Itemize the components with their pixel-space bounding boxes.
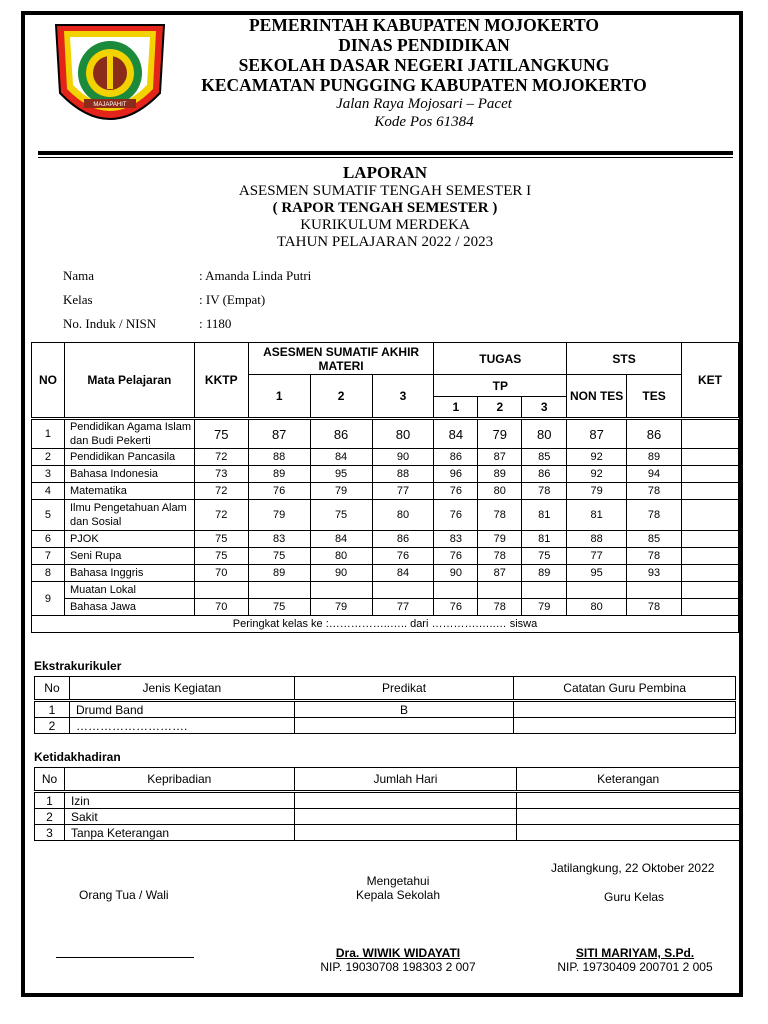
cell-assessment-2: 86 [310, 419, 372, 449]
cell-assessment-2: 84 [310, 449, 372, 466]
cell-kktp: 72 [194, 449, 248, 466]
cell-tp-1: 76 [434, 548, 478, 565]
cell-assessment-3: 90 [372, 449, 434, 466]
student-class-label: Kelas [63, 292, 93, 307]
cell-kktp: 70 [194, 599, 248, 616]
teacher-name: SITI MARIYAM, S.Pd. [575, 946, 695, 960]
col-assessment-2: 2 [310, 375, 372, 419]
cell-remarks [682, 565, 739, 582]
cell-subject: Pendidikan Pancasila [64, 449, 194, 466]
cell-test: 93 [627, 565, 682, 582]
cell-assessment-1: 89 [248, 565, 310, 582]
title-assessment: ASESMEN SUMATIF TENGAH SEMESTER I [238, 183, 532, 199]
cell-tp-1: 90 [434, 565, 478, 582]
cell-non-test: 77 [567, 548, 627, 565]
cell-kktp: 75 [194, 419, 248, 449]
principal-name: Dra. WIWIK WIDAYATI [335, 946, 461, 960]
cell-test: 94 [627, 466, 682, 483]
cell-no: 1 [35, 701, 70, 718]
cell-assessment-3: 77 [372, 483, 434, 500]
cell-assessment-3: 84 [372, 565, 434, 582]
cell-subject: Bahasa Inggris [64, 565, 194, 582]
letterhead-line-3: SEKOLAH DASAR NEGERI JATILANGKUNG [238, 55, 610, 75]
cell-remarks [682, 483, 739, 500]
cell-assessment-1: 88 [248, 449, 310, 466]
cell-no: 3 [35, 825, 65, 841]
cell-kktp: 72 [194, 483, 248, 500]
cell-tp-3: 80 [522, 419, 567, 449]
table-row [32, 548, 739, 565]
cell-subject: Muatan Lokal [64, 582, 194, 599]
col-coach-note: Catatan Guru Pembina [514, 677, 736, 701]
title-midterm: ( RAPOR TENGAH SEMESTER ) [272, 200, 498, 216]
cell-assessment-1: 79 [248, 500, 310, 531]
col-no: No [35, 768, 65, 792]
cell-test: 78 [627, 500, 682, 531]
cell-non-test: 88 [567, 531, 627, 548]
col-assessment-1: 1 [248, 375, 310, 419]
cell-non-test: 87 [567, 419, 627, 449]
cell-no: 6 [32, 531, 65, 548]
teacher-title: Guru Kelas [604, 890, 665, 904]
cell-assessment-3: 80 [372, 419, 434, 449]
table-row [32, 531, 739, 548]
cell-type: Izin [64, 792, 294, 809]
title-curriculum: KURIKULUM MERDEKA [300, 217, 470, 233]
student-class-row [63, 292, 266, 308]
col-tp: TP [434, 375, 567, 397]
cell-no: 9 [32, 582, 65, 616]
table-row [32, 449, 739, 466]
cell-assessment-2: 79 [310, 599, 372, 616]
col-tp-1: 1 [434, 397, 478, 419]
cell-activity: ………………………. [69, 718, 294, 734]
cell-tp-3: 78 [522, 483, 567, 500]
acknowledge-label: Mengetahui Kepala Sekolah [330, 874, 466, 902]
cell-tp-2: 80 [478, 483, 522, 500]
extracurricular-label: Ekstrakurikuler [34, 659, 122, 673]
cell-tp-3: 81 [522, 500, 567, 531]
cell-no: 2 [32, 449, 65, 466]
cell-no: 8 [32, 565, 65, 582]
cell-kktp: 70 [194, 565, 248, 582]
cell-assessment-2: 79 [310, 483, 372, 500]
student-name-label: Nama [63, 268, 95, 283]
cell-no: 2 [35, 718, 70, 734]
col-assessment-3: 3 [372, 375, 434, 419]
cell-test: 85 [627, 531, 682, 548]
col-assignment: TUGAS [434, 343, 567, 375]
cell-assessment-1: 75 [248, 548, 310, 565]
cell-non-test: 92 [567, 466, 627, 483]
cell-tp-1: 83 [434, 531, 478, 548]
cell-test: 86 [627, 419, 682, 449]
letterhead-address: Jalan Raya Mojosari – Pacet [336, 96, 512, 112]
cell-assessment-1: 76 [248, 483, 310, 500]
cell-non-test: 92 [567, 449, 627, 466]
svg-text:MAJAPAHIT: MAJAPAHIT [93, 102, 127, 108]
col-sts: STS [567, 343, 682, 375]
cell-non-test: 81 [567, 500, 627, 531]
cell-assessment-2: 90 [310, 565, 372, 582]
parent-label: Orang Tua / Wali [79, 888, 169, 902]
cell-kktp: 75 [194, 548, 248, 565]
extracurricular-table [34, 676, 736, 734]
cell-assessment-2: 75 [310, 500, 372, 531]
student-class-value: : IV (Empat) [199, 292, 266, 307]
cell-activity: Drumd Band [69, 701, 294, 718]
cell-assessment-3: 86 [372, 531, 434, 548]
col-non-test: NON TES [567, 375, 627, 419]
cell-no: 5 [32, 500, 65, 531]
table-row [35, 809, 740, 825]
header-rule-thin [38, 157, 733, 158]
absence-label: Ketidakhadiran [34, 750, 121, 764]
cell-tp-3: 85 [522, 449, 567, 466]
cell-remarks [682, 599, 739, 616]
table-row [35, 792, 740, 809]
cell-predicate: B [294, 701, 514, 718]
table-row [32, 599, 739, 616]
cell-remarks [682, 466, 739, 483]
table-row [32, 582, 739, 599]
teacher-nip: NIP. 19730409 200701 2 005 [557, 960, 713, 974]
cell-tp-3: 75 [522, 548, 567, 565]
cell-tp-1: 76 [434, 483, 478, 500]
letterhead-line-4: KECAMATAN PUNGGING KABUPATEN MOJOKERTO [201, 75, 647, 95]
teacher-signature [545, 946, 725, 974]
table-row [32, 500, 739, 531]
cell-non-test: 79 [567, 483, 627, 500]
cell-tp-3: 86 [522, 466, 567, 483]
cell-assessment-3: 88 [372, 466, 434, 483]
col-predicate: Predikat [294, 677, 514, 701]
cell-remarks [682, 449, 739, 466]
student-nisn-label: No. Induk / NISN [63, 316, 157, 331]
table-row [32, 466, 739, 483]
col-subject: Mata Pelajaran [64, 343, 194, 419]
cell-tp-2: 78 [478, 599, 522, 616]
table-row [35, 701, 736, 718]
cell-no: 4 [32, 483, 65, 500]
cell-coach-note [514, 701, 736, 718]
table-row [32, 419, 739, 449]
cell-no: 2 [35, 809, 65, 825]
col-personality: Kepribadian [64, 768, 294, 792]
cell-test: 78 [627, 548, 682, 565]
principal-title: Kepala Sekolah [355, 888, 441, 902]
cell-tp-3: 79 [522, 599, 567, 616]
cell-tp-2: 79 [478, 419, 522, 449]
cell-type: Tanpa Keterangan [64, 825, 294, 841]
col-information: Keterangan [517, 768, 740, 792]
cell-remarks [682, 500, 739, 531]
cell-tp-3: 81 [522, 531, 567, 548]
student-name-row [63, 268, 312, 284]
cell-no: 1 [32, 419, 65, 449]
cell-kktp: 73 [194, 466, 248, 483]
cell-assessment-2: 84 [310, 531, 372, 548]
cell-type: Sakit [64, 809, 294, 825]
cell-assessment-2: 95 [310, 466, 372, 483]
parent-signature-line [56, 957, 194, 958]
cell-tp-2: 79 [478, 531, 522, 548]
col-no: NO [32, 343, 65, 419]
cell-tp-2: 87 [478, 565, 522, 582]
col-tp-3: 3 [522, 397, 567, 419]
principal-nip: NIP. 19030708 198303 2 007 [320, 960, 476, 974]
cell-kktp: 72 [194, 500, 248, 531]
cell-tp-1: 96 [434, 466, 478, 483]
letterhead-line-2: DINAS PENDIDIKAN [338, 35, 510, 55]
letterhead-line-1: PEMERINTAH KABUPATEN MOJOKERTO [248, 15, 600, 35]
cell-assessment-1: 87 [248, 419, 310, 449]
regency-logo [50, 15, 170, 140]
letterhead [186, 15, 662, 131]
cell-subject: Ilmu Pengetahuan Alam dan Sosial [64, 500, 194, 531]
cell-non-test: 95 [567, 565, 627, 582]
col-kktp: KKTP [194, 343, 248, 419]
col-remarks: KET [682, 343, 739, 419]
cell-assessment-1: 75 [248, 599, 310, 616]
cell-remarks [682, 548, 739, 565]
header-rule-thick [38, 151, 733, 155]
cell-subject: PJOK [64, 531, 194, 548]
cell-predicate [294, 718, 514, 734]
cell-non-test: 80 [567, 599, 627, 616]
col-days: Jumlah Hari [294, 768, 517, 792]
cell-test: 78 [627, 599, 682, 616]
cell-tp-1: 86 [434, 449, 478, 466]
student-name-value: : Amanda Linda Putri [199, 268, 312, 283]
cell-subject: Bahasa Jawa [64, 599, 194, 616]
cell-remarks [682, 419, 739, 449]
cell-subject: Matematika [64, 483, 194, 500]
cell-test: 78 [627, 483, 682, 500]
class-ranking: Peringkat kelas ke :……………..….. dari ………….…..… siswa [32, 616, 739, 633]
cell-assessment-3: 80 [372, 500, 434, 531]
title-academic-year: TAHUN PELAJARAN 2022 / 2023 [276, 234, 494, 250]
cell-tp-2: 78 [478, 500, 522, 531]
report-title [100, 163, 670, 251]
cell-test: 89 [627, 449, 682, 466]
table-row [35, 825, 740, 841]
cell-remarks [682, 531, 739, 548]
student-nisn-value: : 1180 [199, 316, 232, 331]
cell-subject: Bahasa Indonesia [64, 466, 194, 483]
title-report: LAPORAN [342, 163, 428, 182]
col-assessment: ASESMEN SUMATIF AKHIR MATERI [248, 343, 434, 375]
col-tp-2: 2 [478, 397, 522, 419]
cell-no: 3 [32, 466, 65, 483]
cell-tp-1: 84 [434, 419, 478, 449]
cell-tp-2: 87 [478, 449, 522, 466]
principal-signature [298, 946, 498, 974]
student-nisn-row [63, 316, 232, 332]
col-no: No [35, 677, 70, 701]
cell-tp-1: 76 [434, 599, 478, 616]
table-row [32, 483, 739, 500]
table-row [35, 718, 736, 734]
cell-assessment-1: 89 [248, 466, 310, 483]
cell-coach-note [514, 718, 736, 734]
cell-tp-2: 78 [478, 548, 522, 565]
cell-assessment-1: 83 [248, 531, 310, 548]
table-row [32, 565, 739, 582]
cell-subject: Seni Rupa [64, 548, 194, 565]
cell-assessment-2: 80 [310, 548, 372, 565]
grades-table [31, 342, 739, 633]
cell-no: 1 [35, 792, 65, 809]
absence-table [34, 767, 740, 841]
cell-assessment-3: 77 [372, 599, 434, 616]
cell-tp-2: 89 [478, 466, 522, 483]
col-activity: Jenis Kegiatan [69, 677, 294, 701]
cell-subject: Pendidikan Agama Islam dan Budi Pekerti [64, 419, 194, 449]
cell-no: 7 [32, 548, 65, 565]
cell-assessment-3: 76 [372, 548, 434, 565]
cell-kktp: 75 [194, 531, 248, 548]
cell-tp-3: 89 [522, 565, 567, 582]
letterhead-postal-code: Kode Pos 61384 [374, 114, 474, 130]
cell-tp-1: 76 [434, 500, 478, 531]
col-test: TES [627, 375, 682, 419]
place-date: Jatilangkung, 22 Oktober 2022 [551, 861, 715, 875]
